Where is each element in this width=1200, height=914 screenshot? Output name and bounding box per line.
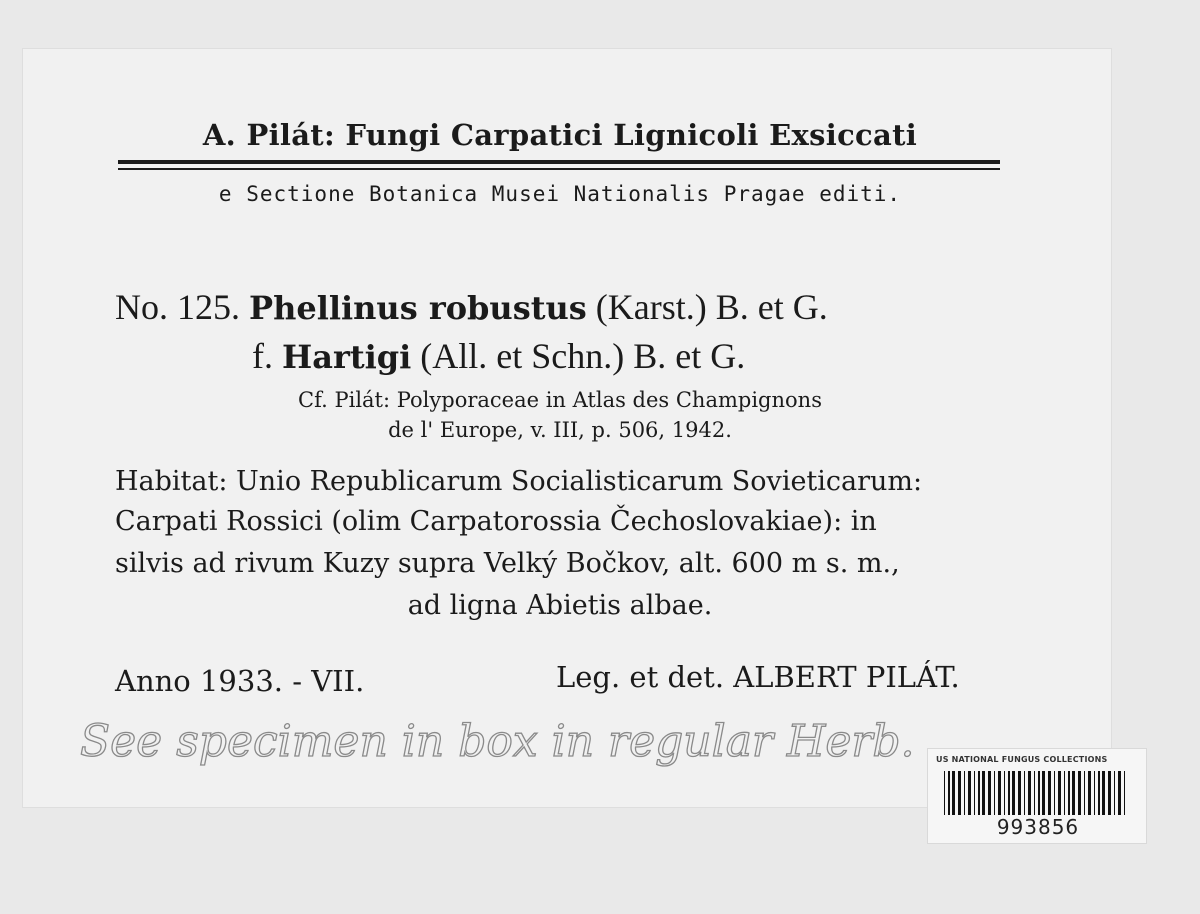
species-authority: (Karst.) B. et G. [595,287,828,327]
series-title: A. Pilát: Fungi Carpatici Lignicoli Exsiccati [202,118,918,152]
barcode-bar [982,771,985,815]
barcode-bar [1048,771,1051,815]
barcode-bar [948,771,950,815]
barcode-bar [1114,771,1115,815]
barcode-bar [1068,771,1070,815]
barcode-bar [998,771,1001,815]
form-line [252,335,745,377]
barcode-bar [1008,771,1010,815]
barcode-bar [1088,771,1091,815]
barcode-bar [1124,771,1125,815]
species-line [115,286,828,328]
barcode-bar [1094,771,1095,815]
barcode-bar [974,771,975,815]
barcode-bar [1018,771,1021,815]
barcode-caption: US NATIONAL FUNGUS COLLECTIONS [936,755,1108,764]
barcode-bar [1012,771,1015,815]
barcode-bar [988,771,991,815]
barcode-bar [964,771,965,815]
barcode-bar [994,771,995,815]
exsiccata-number: No. 125. [115,287,240,327]
barcode-bar [1054,771,1055,815]
barcode-bar [1042,771,1045,815]
form-authority: (All. et Schn.) B. et G. [420,336,746,376]
species-name: Phellinus robustus [249,289,587,327]
barcode-bar [1102,771,1105,815]
barcode-sticker [927,748,1147,844]
title-rule-thin [118,168,1000,170]
barcode-bar [968,771,971,815]
form-name: Hartigi [282,338,412,376]
series-subtitle: e Sectione Botanica Musei Nationalis Pragae editi. [218,182,902,206]
barcode-bar [1064,771,1065,815]
handwritten-note-text: See specimen in box in regular Herb. [80,716,915,767]
barcode-bar [1034,771,1035,815]
barcode-bar [1108,771,1111,815]
barcode-number: 993856 [996,815,1080,839]
reference-line-2: de l' Europe, v. III, p. 506, 1942. [388,418,732,442]
barcode-bar [952,771,955,815]
habitat-line-3: silvis ad rivum Kuzy supra Velký Bočkov, alt. 600 m s. m., [115,548,900,579]
barcode-bar [1024,771,1025,815]
habitat-line-1: Habitat: Unio Republicarum Socialisticarum Sovieticarum: [115,466,923,497]
form-prefix: f. [252,336,273,376]
barcode-bar [1004,771,1005,815]
barcode-bar [1098,771,1100,815]
barcode-bar [978,771,980,815]
barcode-bar [1118,771,1121,815]
collection-date: Anno 1933. - VII. [115,664,365,698]
barcode-bar [1084,771,1085,815]
habitat-line-4: ad ligna Abietis albae. [407,590,713,621]
barcode-bar [1072,771,1075,815]
barcode-bar [1038,771,1040,815]
habitat-line-2: Carpati Rossici (olim Carpatorossia Čechoslovakiae): in [115,506,877,537]
barcode-bars [942,771,1132,815]
reference-line-1: Cf. Pilát: Polyporaceae in Atlas des Champignons [298,388,822,412]
title-rule-thick [118,160,1000,164]
collector: Leg. et det. ALBERT PILÁT. [556,660,960,694]
barcode-bar [958,771,961,815]
barcode-bar [1028,771,1031,815]
barcode-bar [1058,771,1061,815]
barcode-bar [944,771,945,815]
barcode-bar [1078,771,1081,815]
